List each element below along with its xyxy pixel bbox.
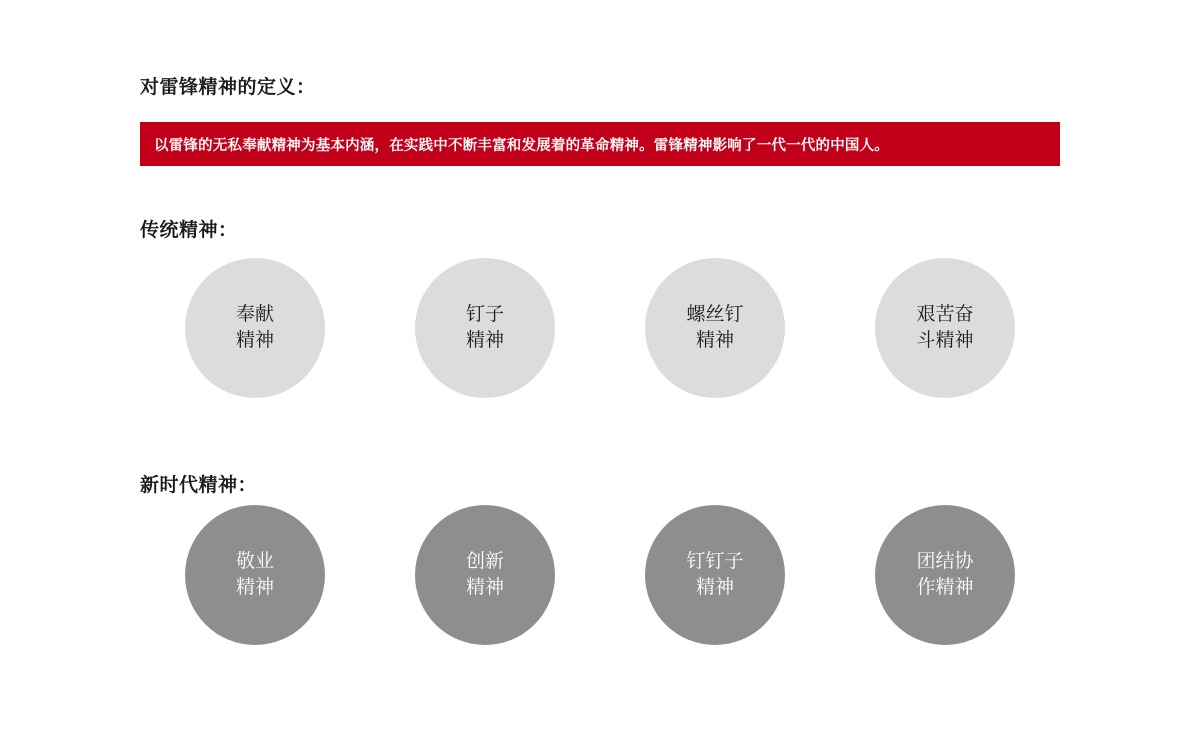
circle-label-line2: 精神 (695, 577, 734, 598)
circle-slot (370, 258, 600, 398)
traditional-circle-4[interactable] (875, 258, 1015, 398)
new-era-circle-2[interactable] (415, 505, 555, 645)
definition-banner-text: 以雷锋的无私奉献精神为基本内涵，在实践中不断丰富和发展着的革命精神。雷锋精神影响了一代一代的中国人。 (154, 137, 889, 154)
circle-slot (830, 258, 1060, 398)
new-era-section-label: 新时代精神： (140, 475, 258, 496)
circle-slot (830, 505, 1060, 645)
circle-slot (370, 505, 600, 645)
traditional-circle-1[interactable] (185, 258, 325, 398)
circle-label-line1: 团结协 (916, 551, 974, 573)
circle-label-line2: 精神 (235, 577, 274, 598)
circle-slot (600, 505, 830, 645)
traditional-section-label: 传统精神： (140, 220, 238, 241)
definition-banner (140, 122, 1060, 166)
circle-label-line2: 斗精神 (916, 330, 974, 351)
new-era-circle-4[interactable] (875, 505, 1015, 645)
definition-section-label: 对雷锋精神的定义： (140, 77, 316, 98)
circle-label-line1: 敬业 (235, 551, 274, 573)
circle-slot (600, 258, 830, 398)
new-era-circle-1[interactable] (185, 505, 325, 645)
circle-label-line2: 精神 (235, 330, 274, 351)
circle-label-line2: 作精神 (916, 577, 974, 598)
circle-label-line1: 螺丝钉 (686, 304, 744, 326)
traditional-circle-2[interactable] (415, 258, 555, 398)
circle-label-line1: 钉钉子 (686, 551, 744, 573)
circle-slot (140, 505, 370, 645)
circle-label-line1: 艰苦奋 (916, 304, 974, 326)
circle-label-line1: 奉献 (235, 304, 274, 326)
circle-slot (140, 258, 370, 398)
circle-label-line2: 精神 (465, 577, 504, 598)
circle-label-line1: 创新 (465, 551, 504, 573)
traditional-circle-row (140, 258, 1060, 398)
new-era-circle-row (140, 505, 1060, 645)
new-era-circle-3[interactable] (645, 505, 785, 645)
traditional-circle-3[interactable] (645, 258, 785, 398)
circle-label-line1: 钉子 (465, 304, 504, 326)
circle-label-line2: 精神 (695, 330, 734, 351)
circle-label-line2: 精神 (465, 330, 504, 351)
